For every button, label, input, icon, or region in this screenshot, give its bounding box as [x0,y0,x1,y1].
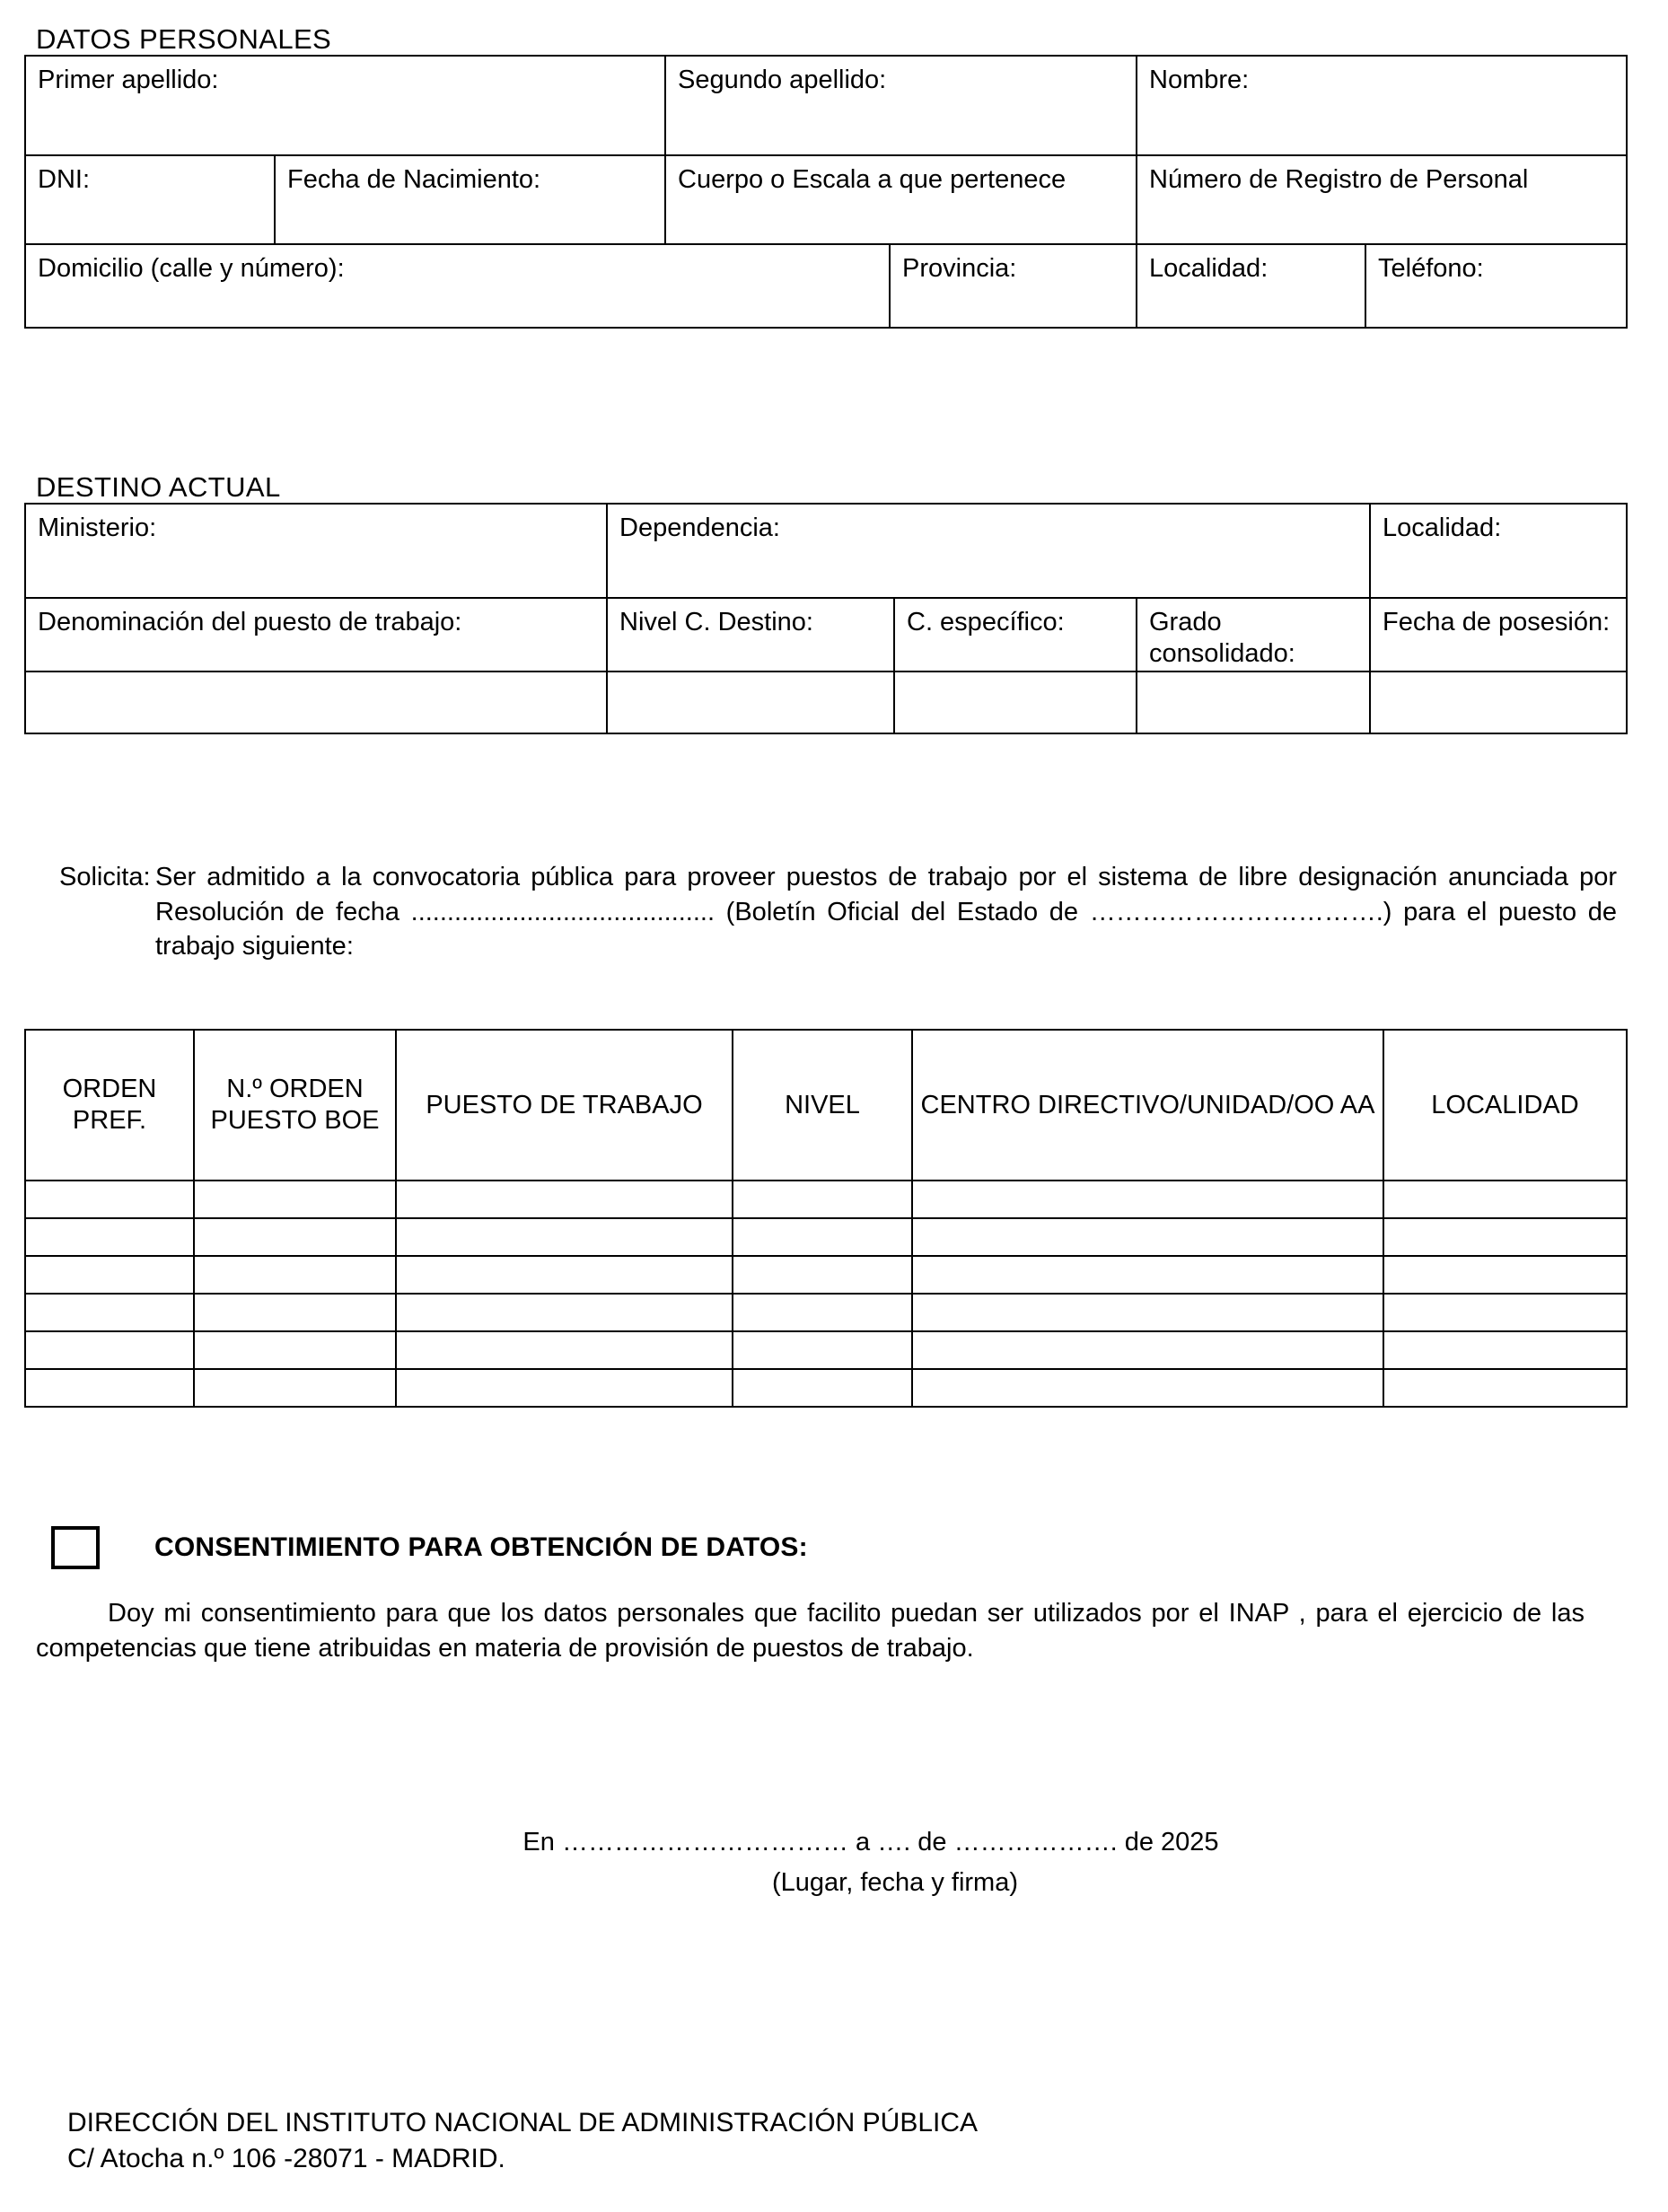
field-cuerpo-escala[interactable]: Cuerpo o Escala a que pertenece [665,155,1137,244]
field-denominacion-puesto[interactable]: Denominación del puesto de trabajo: [25,598,607,672]
positions-cell[interactable] [1383,1369,1627,1407]
personal-data-table [24,55,1628,329]
positions-cell[interactable] [912,1218,1383,1256]
positions-cell[interactable] [912,1256,1383,1294]
request-text: Ser admitido a la convocatoria pública para proveer puestos de trabajo por el sistema de libre designación anunciada por Resolución de fecha .......................................... (Boletín Oficial del Estado de …………………………….) para el puesto de trabajo siguiente: [155,863,1617,961]
positions-cell[interactable] [194,1181,396,1218]
positions-cell[interactable] [1383,1218,1627,1256]
consent-checkbox[interactable] [51,1526,100,1569]
field-dni[interactable]: DNI: [25,155,275,244]
input-denominacion-puesto[interactable] [25,672,607,733]
destination-table [24,503,1628,734]
positions-cell[interactable] [1383,1256,1627,1294]
positions-cell[interactable] [194,1218,396,1256]
positions-cell[interactable] [25,1294,194,1331]
positions-cell[interactable] [396,1256,733,1294]
footer-address-block [67,2105,978,2176]
positions-cell[interactable] [194,1294,396,1331]
positions-table [24,1029,1628,1408]
positions-cell[interactable] [25,1369,194,1407]
positions-cell[interactable] [912,1331,1383,1369]
positions-cell[interactable] [396,1218,733,1256]
consent-header [36,1526,1616,1569]
table-row [25,504,1627,598]
table-row [25,1369,1627,1407]
field-c-especifico[interactable]: C. específico: [894,598,1137,672]
positions-cell[interactable] [25,1181,194,1218]
field-primer-apellido[interactable]: Primer apellido: [25,56,665,155]
signature-caption: (Lugar, fecha y firma) [772,1867,1018,1897]
table-row [25,672,1627,733]
field-fecha-nacimiento[interactable]: Fecha de Nacimiento: [275,155,665,244]
table-row [25,155,1627,244]
table-row [25,1256,1627,1294]
positions-table-body [25,1181,1627,1407]
input-fecha-posesion[interactable] [1370,672,1627,733]
positions-cell[interactable] [912,1369,1383,1407]
field-telefono[interactable]: Teléfono: [1365,244,1627,328]
positions-cell[interactable] [25,1256,194,1294]
signature-block [0,1822,1668,1903]
field-fecha-posesion[interactable]: Fecha de posesión: [1370,598,1627,672]
input-c-especifico[interactable] [894,672,1137,733]
field-domicilio[interactable]: Domicilio (calle y número): [25,244,890,328]
field-dependencia[interactable]: Dependencia: [607,504,1370,598]
positions-cell[interactable] [912,1181,1383,1218]
field-nivel-c-destino[interactable]: Nivel C. Destino: [607,598,894,672]
field-destino-localidad[interactable]: Localidad: [1370,504,1627,598]
field-localidad[interactable]: Localidad: [1137,244,1365,328]
request-block [59,860,1617,964]
column-header-n-orden-puesto-boe: N.º ORDEN PUESTO BOE [194,1030,396,1181]
positions-cell[interactable] [396,1294,733,1331]
table-row [25,56,1627,155]
column-header-puesto-de-trabajo: PUESTO DE TRABAJO [396,1030,733,1181]
field-nombre[interactable]: Nombre: [1137,56,1627,155]
positions-cell[interactable] [733,1331,912,1369]
field-ministerio[interactable]: Ministerio: [25,504,607,598]
field-segundo-apellido[interactable]: Segundo apellido: [665,56,1137,155]
field-provincia[interactable]: Provincia: [890,244,1137,328]
positions-table-header-row [25,1030,1627,1181]
column-header-localidad: LOCALIDAD [1383,1030,1627,1181]
signature-place-date-line[interactable]: En …………………………… a …. de ………………. de 2025 [522,1828,1219,1856]
positions-cell[interactable] [1383,1181,1627,1218]
positions-cell[interactable] [396,1369,733,1407]
consent-title: CONSENTIMIENTO PARA OBTENCIÓN DE DATOS: [154,1532,808,1562]
column-header-nivel: NIVEL [733,1030,912,1181]
column-header-centro-directivo: CENTRO DIRECTIVO/UNIDAD/OO AA [912,1030,1383,1181]
consent-paragraph: Doy mi consentimiento para que los datos personales que facilito puedan ser utilizados por el INAP , para el ejercicio de las competencias que tiene atribuidas en materia de provisión de puestos de trabajo. [36,1599,1585,1663]
positions-cell[interactable] [733,1181,912,1218]
positions-cell[interactable] [912,1294,1383,1331]
positions-cell[interactable] [1383,1331,1627,1369]
request-label: Solicita: [59,863,151,891]
positions-cell[interactable] [733,1218,912,1256]
table-row [25,1294,1627,1331]
table-row [25,1181,1627,1218]
column-header-orden-pref: ORDEN PREF. [25,1030,194,1181]
footer-line-address: C/ Atocha n.º 106 -28071 - MADRID. [67,2143,505,2173]
positions-cell[interactable] [194,1331,396,1369]
field-grado-consolidado[interactable]: Grado consolidado: [1137,598,1370,672]
section-title-datos-personales: DATOS PERSONALES [36,23,332,55]
positions-cell[interactable] [194,1256,396,1294]
input-grado-consolidado[interactable] [1137,672,1370,733]
table-row [25,244,1627,328]
footer-line-institution: DIRECCIÓN DEL INSTITUTO NACIONAL DE ADMINISTRACIÓN PÚBLICA [67,2108,979,2137]
positions-cell[interactable] [25,1331,194,1369]
positions-cell[interactable] [194,1369,396,1407]
positions-cell[interactable] [25,1218,194,1256]
positions-cell[interactable] [396,1181,733,1218]
positions-cell[interactable] [1383,1294,1627,1331]
positions-cell[interactable] [733,1256,912,1294]
input-nivel-c-destino[interactable] [607,672,894,733]
positions-cell[interactable] [733,1294,912,1331]
table-row [25,1331,1627,1369]
field-numero-registro-personal[interactable]: Número de Registro de Personal [1137,155,1627,244]
positions-cell[interactable] [733,1369,912,1407]
table-row [25,1218,1627,1256]
positions-cell[interactable] [396,1331,733,1369]
section-title-destino-actual: DESTINO ACTUAL [36,471,281,503]
table-row [25,598,1627,672]
consent-block [36,1526,1616,1665]
